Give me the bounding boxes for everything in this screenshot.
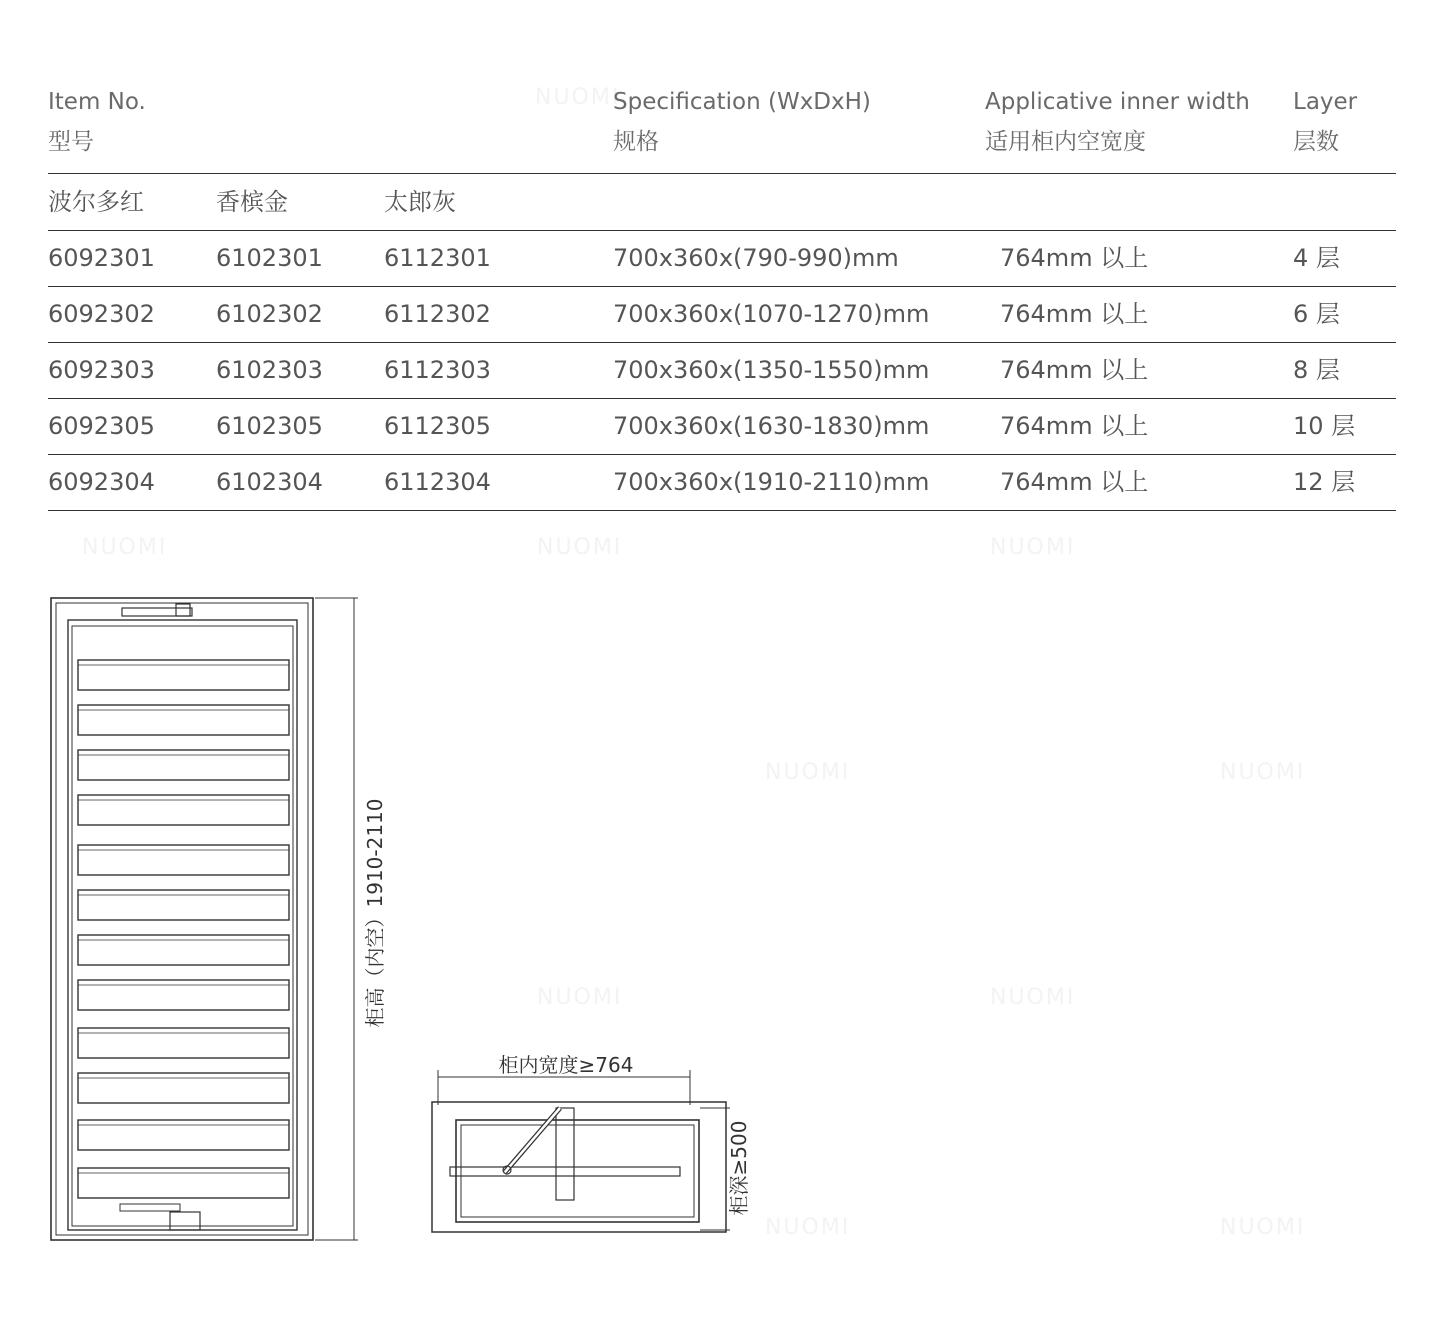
basket-inner-frame: [72, 626, 293, 1226]
top-view-drawing: [432, 1070, 730, 1232]
depth-dimension-label: 柜深≥500: [727, 1120, 751, 1216]
watermark: NUOMI: [82, 535, 168, 560]
layers-cell: 8 层: [1293, 356, 1340, 384]
watermark: NUOMI: [537, 985, 623, 1010]
shelf-layer: [78, 1028, 289, 1058]
item-no-gold: 6102304: [216, 468, 323, 496]
shelf-layer: [78, 935, 289, 965]
watermark: NUOMI: [990, 985, 1076, 1010]
width-dimension-label: 柜内宽度≥764: [498, 1053, 634, 1077]
width-cell: 764mm 以上: [1000, 244, 1149, 272]
watermark: NUOMI: [765, 760, 851, 785]
item-no-gold: 6102303: [216, 356, 323, 384]
watermark: NUOMI: [535, 85, 621, 110]
shelf-layer: [78, 660, 289, 690]
front-elevation-drawing: [51, 598, 358, 1240]
spec-cell: 700x360x(1910-2110)mm: [613, 468, 930, 496]
item-no-grey: 6112305: [384, 412, 491, 440]
shelf-layer: [78, 1168, 289, 1198]
watermark: NUOMI: [765, 1215, 851, 1240]
item-no-gold: 6102302: [216, 300, 323, 328]
shelf-layer: [78, 1120, 289, 1150]
watermark: NUOMI: [1220, 760, 1306, 785]
width-cell: 764mm 以上: [1000, 468, 1149, 496]
bottom-hinge: [170, 1212, 200, 1230]
item-no-gold: 6102301: [216, 244, 323, 272]
item-no-red: 6092301: [48, 244, 155, 272]
shelf-layer: [78, 890, 289, 920]
top-hinge-bracket: [176, 604, 190, 616]
item-no-gold: 6102305: [216, 412, 323, 440]
top-view-crossbar: [450, 1167, 680, 1176]
shelf-layer: [78, 980, 289, 1010]
layers-cell: 4 层: [1293, 244, 1340, 272]
width-cell: 764mm 以上: [1000, 356, 1149, 384]
header-spec-en: Specification (WxDxH): [613, 89, 871, 115]
item-no-grey: 6112301: [384, 244, 491, 272]
top-view-arm-inner: [505, 1108, 560, 1172]
header-inner-width-cn: 适用柜内空宽度: [985, 129, 1146, 155]
shelf-layer: [78, 705, 289, 735]
header-spec-cn: 规格: [613, 129, 659, 155]
shelf-layer: [78, 750, 289, 780]
width-cell: 764mm 以上: [1000, 300, 1149, 328]
color-bordeaux-red: 波尔多红: [48, 188, 144, 216]
shelf-layer: [78, 1073, 289, 1103]
header-inner-width-en: Applicative inner width: [985, 89, 1250, 115]
layers-cell: 12 层: [1293, 468, 1356, 496]
spec-cell: 700x360x(1070-1270)mm: [613, 300, 930, 328]
item-no-red: 6092305: [48, 412, 155, 440]
color-champagne-gold: 香槟金: [216, 188, 288, 216]
spec-cell: 700x360x(1350-1550)mm: [613, 356, 930, 384]
top-view-hinge-plate: [556, 1108, 574, 1200]
item-no-red: 6092302: [48, 300, 155, 328]
watermark: NUOMI: [1220, 1215, 1306, 1240]
layers-cell: 6 层: [1293, 300, 1340, 328]
height-dimension-label: 柜高（内空）1910-2110: [363, 798, 387, 1028]
basket-top-outline: [456, 1120, 699, 1222]
layers-cell: 10 层: [1293, 412, 1356, 440]
item-no-grey: 6112303: [384, 356, 491, 384]
watermark: NUOMI: [990, 535, 1076, 560]
bottom-hinge-arm: [120, 1204, 180, 1211]
shelf-layer: [78, 795, 289, 825]
cabinet-inner-frame: [56, 603, 308, 1235]
header-layer-cn: 层数: [1293, 129, 1339, 155]
watermark: NUOMI: [537, 535, 623, 560]
item-no-grey: 6112302: [384, 300, 491, 328]
width-cell: 764mm 以上: [1000, 412, 1149, 440]
item-no-grey: 6112304: [384, 468, 491, 496]
shelf-layer: [78, 845, 289, 875]
spec-cell: 700x360x(1630-1830)mm: [613, 412, 930, 440]
header-item-no-en: Item No.: [48, 89, 146, 115]
cabinet-outer-frame: [51, 598, 313, 1240]
header-layer-en: Layer: [1293, 89, 1358, 115]
basket-top-inner: [461, 1125, 694, 1217]
top-hinge: [122, 608, 192, 616]
spec-cell: 700x360x(790-990)mm: [613, 244, 899, 272]
header-item-no-cn: 型号: [48, 129, 94, 155]
shelf-group: [78, 660, 289, 1198]
item-no-red: 6092303: [48, 356, 155, 384]
basket-frame: [68, 620, 297, 1230]
color-taro-grey: 太郎灰: [384, 188, 456, 216]
item-no-red: 6092304: [48, 468, 155, 496]
